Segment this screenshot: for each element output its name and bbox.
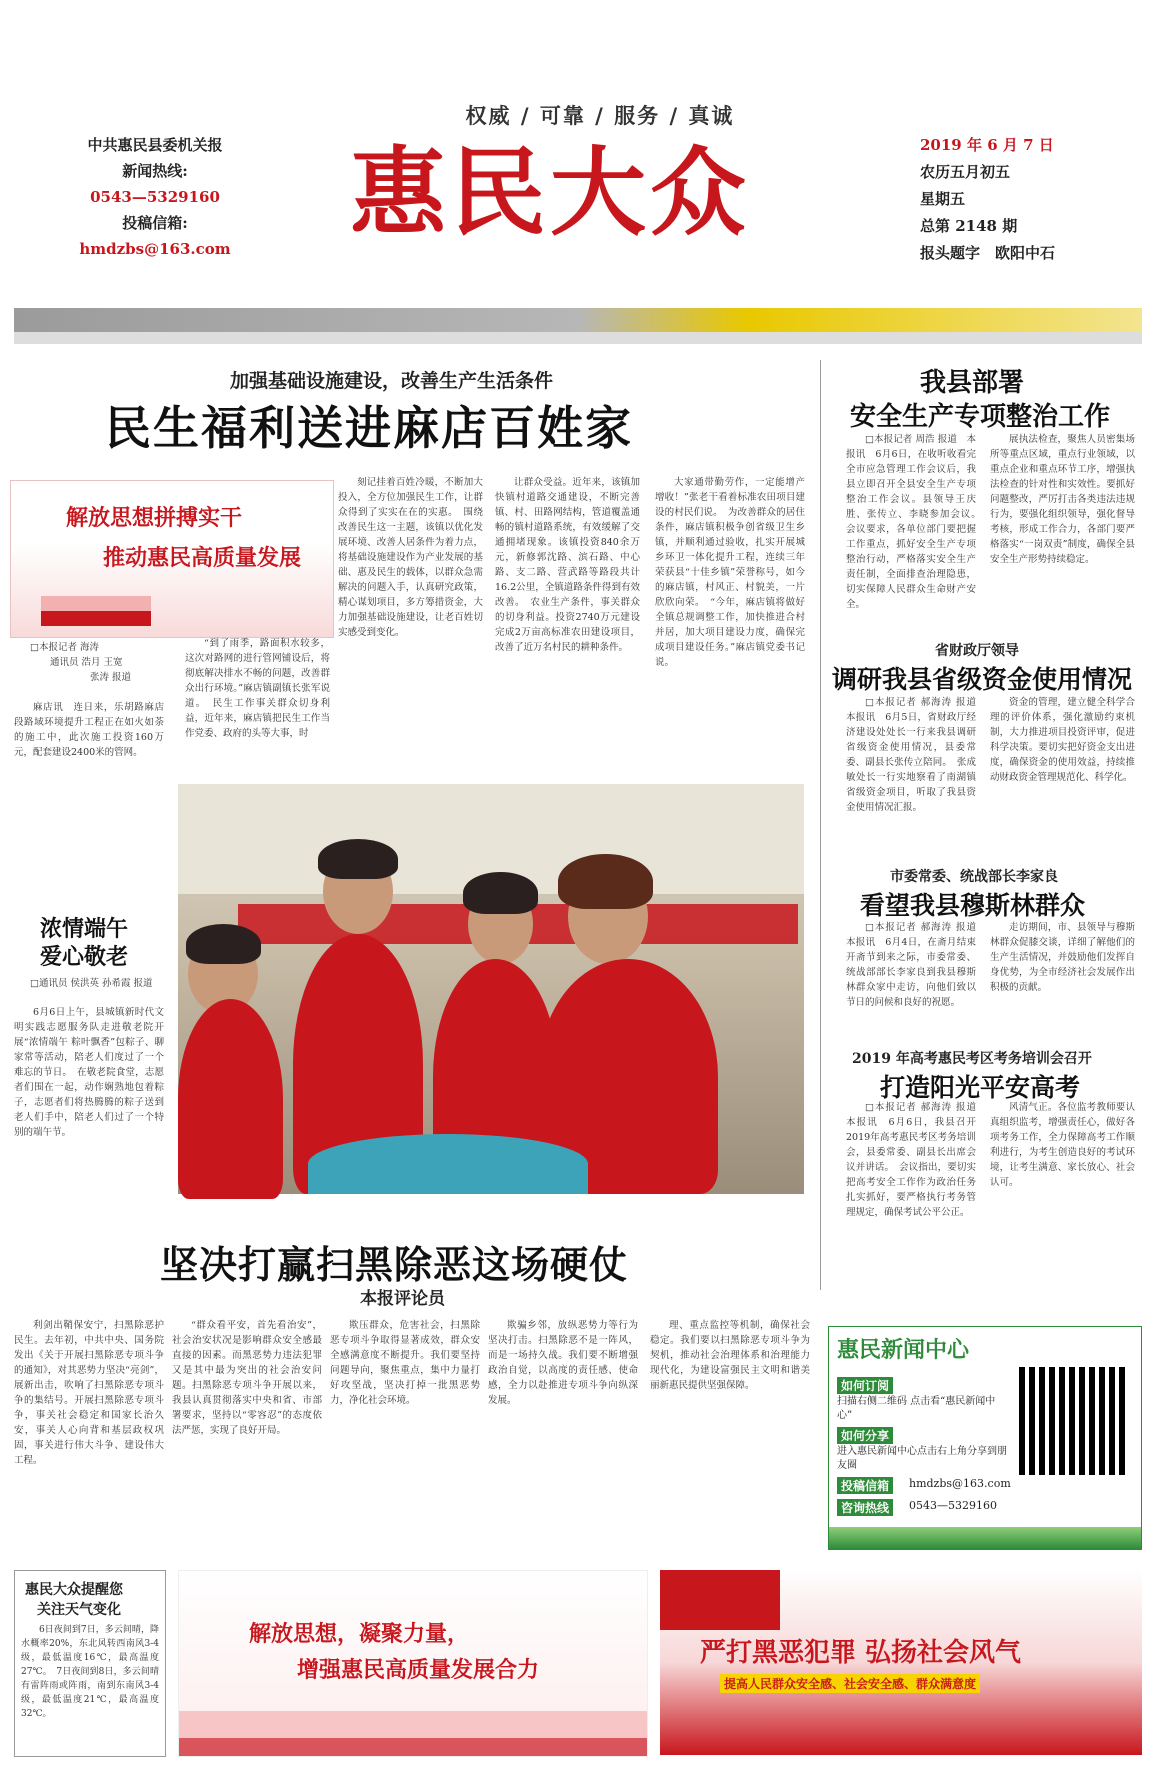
editorial-title: 坚决打赢扫黑除恶这场硬仗 (160, 1242, 629, 1287)
ad-crackdown-line2: 提高人民群众安全感、社会安全感、群众满意度 (720, 1674, 980, 1693)
right2-title: 调研我县省级资金使用情况 (832, 665, 1133, 694)
right3-colA: □本报记者 郝海涛 报道 本报讯 6月4日，在斋月结束开斋节到来之际，市委常委、统战部部长李家良到我县穆斯林群众家中走访，向他们致以节日的问候和良好的祝愿。 (846, 922, 986, 1008)
banner-emancipate (10, 480, 334, 638)
masthead-left (60, 132, 250, 262)
right1-title2: 安全生产专项整治工作 (850, 402, 1111, 432)
weather-title1: 惠民大众提醒您 (25, 1582, 123, 1598)
calligraphy-credit: 报头题字 欧阳中石 (920, 244, 1056, 262)
lead-col5: 大家通带勤劳作，一定能增产增收！”张老干看着标准农田项目建设的村民们说。 为改善群众的居住条件，麻店镇积极争创省级卫生乡镇，并顺利通过验收，扎实开展城乡环卫一体化提升工程，连续三年荣获县“十佳乡镇”荣誉称号，如今的麻店镇，村风正、村貌美，一片欣欣向荣。 “今年，麻店镇将做好全镇总规调整工作，加快推进合村并居，加大项目建设力度，确保完成项目建设任务。”麻店镇党委书记说。 (655, 477, 805, 668)
right4-title: 打造阳光平安高考 (880, 1073, 1081, 1102)
banner-emancipate-line1: 解放思想拼搏实干 (66, 505, 243, 531)
news-center-phone: 0543—5329160 (909, 1499, 997, 1512)
right3-kicker: 市委常委、统战部长李家良 (890, 869, 1058, 885)
banner-emancipate-line2: 推动惠民高质量发展 (103, 545, 302, 571)
lead-kicker: 加强基础设施建设，改善生产生活条件 (230, 370, 554, 392)
person1-vest (178, 999, 283, 1199)
publisher: 中共惠民县委机关报 (87, 136, 223, 154)
editorial-c1: 利剑出鞘保安宁，扫黑除恶护民生。去年初，中共中央、国务院发出《关于开展扫黑除恶专项斗争的通知》，对其恶势力坚决“亮剑”，展新出击，吹响了扫黑除恶专项斗争的集结号。开展扫黑除恶专项斗争，事关社会稳定和国家长治久安，事关人心向背和基层政权巩固，事关进行伟大斗争、建设伟大工程。 (14, 1320, 164, 1466)
news-center-email: hmdzbs@163.com (909, 1477, 1011, 1490)
right1-colB: 展执法检查，聚焦人员密集场所等重点区域，重点行业领域，以重点企业和重点环节工序，增强执法检查的针对性和实效性。要抓好问题整改，严厉打击各类违法违规行为，要强化组织领导，强化督导考核，形成工作合力，各部门要严格落实“一岗双责”制度，确保全县安全生产形势持续稳定。 (990, 434, 1135, 565)
grass-decoration (829, 1527, 1141, 1549)
tiananmen-graphic (41, 576, 151, 626)
right1-title1: 我县部署 (920, 368, 1025, 398)
right4-colA: □本报记者 郝海涛 报道 本报讯 6月6日，我县召开2019年高考惠民考区考务培训会，县委常委、副县长出席会议并讲话。 会议指出，要切实把高考安全工作作为政治任务扎实抓好，要严格执行考务管理规定，确保考试公平公正。 (846, 1102, 986, 1218)
news-center-title: 惠民新闻中心 (837, 1337, 970, 1363)
photo-caption-byline: □通讯员 侯洪英 孙希霞 报道 (30, 978, 153, 989)
person2-hair (318, 839, 398, 879)
photo-dumplings (178, 784, 804, 1194)
right4-kicker: 2019 年高考惠民考区考务培训会召开 (852, 1051, 1092, 1067)
ad-emancipate-line2: 增强惠民高质量发展合力 (297, 1657, 540, 1683)
news-center-share-text: 进入惠民新闻中心点击右上角分享到朋友圈 (837, 1446, 1007, 1471)
weather-box (14, 1570, 166, 1757)
ad-emancipate-line1: 解放思想，凝聚力量， (249, 1621, 470, 1647)
right4-colB: 风清气正。各位监考教师要认真组织监考，增强责任心，做好各项考务工作，全力保障高考工作顺利进行，为考生创造良好的考试环境，让考生满意、家长放心、社会认可。 (990, 1102, 1135, 1188)
lead-byline: □本报记者 海涛 通讯员 浩月 王宽 张涛 报道 (30, 642, 132, 683)
lead-col2: “到了雨季，路面积水较多，这次对路网的进行管网铺设后，将彻底解决排水不畅的问题，改善群众出行环境。”麻店镇副镇长张军说道。 民生工作事关群众切身利益，近年来，麻店镇把民生工作当作党委、政府的头等大事，时 (185, 638, 330, 739)
issue-number: 总第 2148 期 (920, 217, 1018, 235)
weather-text: 6日夜间到7日，多云间晴，降水概率20%，东北风转西南风3-4级，最低温度16℃，最高温度27℃。 7日夜间到8日，多云间晴有雷阵雨或阵雨，南到东南风3-4级，最低温度21℃，最高温度32℃。 (21, 1625, 159, 1719)
motto: 权威 / 可靠 / 服务 / 真诚 (465, 103, 735, 128)
lead-col1: 麻店讯 连日来，乐胡路麻店段路域环境提升工程正在如火如荼的施工中，此次施工投资160万元，配套建设2400米的管网。 (14, 702, 164, 758)
photo-caption-text: 6月6日上午，县城镇新时代文明实践志愿服务队走进敬老院开展“浓情端午 粽叶飘香”包粽子、聊家常等活动，陪老人们度过了一个难忘的节日。 在敬老院食堂，志愿者们围在一起，动作娴熟地包着粽子，志愿者们将热腾腾的粽子送到老人们手中，陪老人们过了一个特别的端午节。 (14, 1007, 164, 1138)
editorial-c4: 欺骗乡邻，放纵恶势力等行为坚决打击。扫黑除恶不是一阵风，而是一场持久战。我们要不断增强政治自觉，以高度的责任感、使命感，全力以赴推进专项斗争向纵深发展。 (488, 1320, 638, 1406)
masthead-title: 惠民大众 (350, 136, 750, 249)
right2-colA: □本报记者 郝海涛 报道 本报讯 6月5日，省财政厅经济建设处处长一行来我县调研省级资金使用情况，县委常委、副县长张传立陪同。 张成敏处长一行实地察看了南湖镇省级资金项目，听取了我县资金使用情况汇报。 (846, 697, 986, 813)
weather-title2: 关注天气变化 (37, 1602, 121, 1618)
right3-title: 看望我县穆斯林群众 (860, 891, 1086, 920)
editorial-c5: 理、重点监控等机制，确保社会稳定。我们要以扫黑除恶专项斗争为契机，推动社会治理体系和治理能力现代化，为建设富强民主文明和谐美丽新惠民提供坚强保障。 (650, 1320, 810, 1391)
right2-colB: 资金的管理，建立健全科学合理的评价体系，强化激励约束机制，大力推进项目投资评审，促进科学决策。要切实把好资金支出进度，确保资金的使用效益，持续推动财政资金管理规范化、科学化。 (990, 697, 1135, 783)
header-band (14, 308, 1142, 344)
right1-colA: □本报记者 周浩 报道 本报讯 6月6日，在收听收看完全市应急管理工作会议后，我县立即召开全县安全生产专项整治工作会议。县领导王庆胜、张传立、李晓参加会议。 会议要求，各单位部门要把握工作重点，抓好安全生产专项整治行动，严格落实安全生产责任制，全面排查治理隐患，切实保障人民群众生命财产安全。 (846, 434, 986, 610)
right3-colB: 走访期间，市、县领导与穆斯林群众促膝交谈，详细了解他们的生产生活情况，并鼓励他们发挥自身优势，为全市经济社会发展作出积极的贡献。 (990, 922, 1135, 993)
masthead-right (920, 132, 1120, 267)
editorial-byline: 本报评论员 (360, 1289, 445, 1309)
column-divider (820, 360, 821, 1290)
news-center-share: 如何分享 (837, 1427, 893, 1444)
editorial-c3: 欺压群众，危害社会，扫黑除恶专项斗争取得显著成效，群众安全感满意度不断提升。我们要坚持问题导向，聚焦重点，集中力量打好攻坚战，坚决打掉一批黑恶势力，净化社会环境。 (330, 1320, 480, 1406)
ad-crackdown-flag (660, 1570, 780, 1630)
photo-caption-title2: 爱心敬老 (40, 944, 129, 970)
news-center-email-label: 投稿信箱 (837, 1477, 893, 1494)
person3-hair (463, 872, 538, 914)
email-address: hmdzbs@163.com (79, 240, 231, 258)
lunar-date: 农历五月初五 (920, 163, 1011, 181)
person1-hair (186, 924, 261, 964)
lead-col3: 刻记挂着百姓冷暖，不断加大投入，全方位加强民生工作，让群众得到了实实在在的实惠。 围绕改善民生这一主题，该镇以优化发展环境、改善人居条件为着力点，将基础设施建设作为产业发展的基础、惠及民生的载体，以群众急需解决的问题入手，认真研究政策，精心谋划项目，多方筹措资金，大力加强基础设施建设，让老百姓切实感受到变化。 (338, 477, 483, 638)
ad-emancipate (178, 1570, 648, 1757)
news-center-box (828, 1326, 1142, 1550)
lead-col4: 让群众受益。近年来，该镇加快镇村道路交通建设，不断完善镇、村、田路网结构，管道覆盖通畅的镇村道路系统，有效缓解了交通拥堵现象。该镇投资840余万元，新修郭沈路、滨石路、中心路、支二路、营武路等路段共计16.2公里，全镇道路条件得到有效改善。 农业生产条件，事关群众的切身利益。投资2740万元建设完成2万亩高标准农田建设项目，改善了近万名村民的耕种条件。 (495, 477, 640, 653)
editorial-c2: “群众看平安，首先看治安”，社会治安状况是影响群众安全感最直接的因素。而黑恶势力违法犯罪又是其中最为突出的社会治安问题。扫黑除恶专项斗争开展以来，我县认真贯彻落实中央和省、市部署要求，坚持以“零容忍”的态度依法严惩，实现了良好开局。 (172, 1320, 322, 1436)
news-center-subscribe-text: 扫描右侧二维码 点击看“惠民新闻中心” (837, 1396, 996, 1421)
hotline-number: 0543—5329160 (90, 188, 220, 206)
hotline-label: 新闻热线: (122, 162, 188, 180)
photo-caption-title1: 浓情端午 (40, 916, 129, 942)
news-center-subscribe: 如何订阅 (837, 1377, 893, 1394)
qr-code[interactable] (1019, 1367, 1127, 1475)
lead-title: 民生福利送进麻店百姓家 (105, 401, 633, 455)
issue-date: 2019 年 6 月 7 日 (920, 136, 1054, 154)
ad-emancipate-skyline (179, 1711, 647, 1756)
right2-kicker: 省财政厅领导 (935, 643, 1019, 659)
ad-crackdown (660, 1570, 1142, 1755)
basin (308, 1134, 588, 1194)
weekday: 星期五 (920, 190, 966, 208)
person4-hair (558, 854, 653, 909)
news-center-phone-label: 咨询热线 (837, 1499, 893, 1516)
ad-crackdown-line1: 严打黑恶犯罪 弘扬社会风气 (700, 1638, 1022, 1668)
email-label: 投稿信箱: (122, 214, 188, 232)
